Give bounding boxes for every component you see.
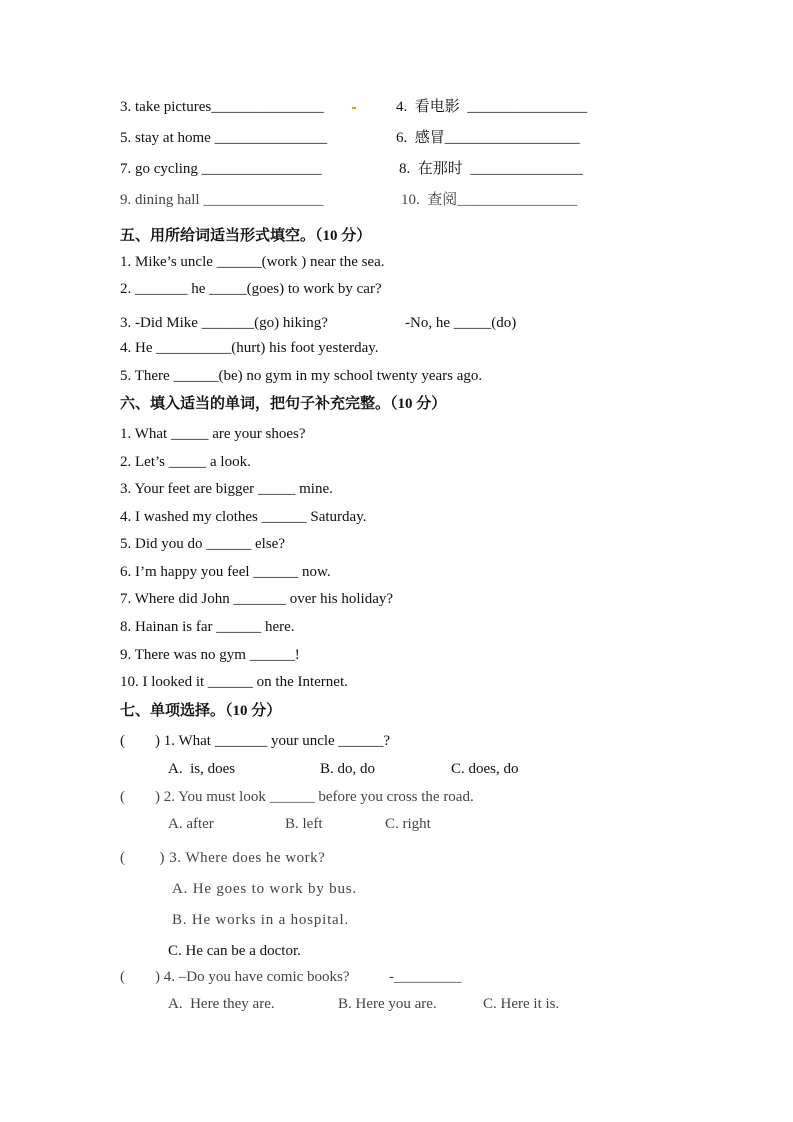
sec6-item: 5. Did you do ______ else? [120,536,285,552]
option: B. do, do [320,761,376,777]
option: B. He works in a hospital. [172,912,350,928]
section-5-title: 五、用所给词适当形式填空。（10 分） [120,228,372,244]
option: B. left [285,816,323,832]
sec6-item: 10. I looked it ______ on the Internet. [120,674,348,690]
vocab-item: 3. take pictures_______________ [120,99,324,115]
option: A. is, does [168,761,236,777]
option: A. after [168,816,214,832]
stray-mark [352,107,356,109]
vocab-item: 10. 查阅________________ [401,192,578,208]
sec6-item: 3. Your feet are bigger _____ mine. [120,481,333,497]
answer-blank: -_________ [389,969,462,985]
vocab-item: 4. 看电影 ________________ [396,99,588,115]
sec5-item: -No, he _____(do) [405,315,517,331]
vocab-item: 8. 在那时 _______________ [399,161,583,177]
option: B. Here you are. [338,996,437,1012]
option: A. Here they are. [168,996,275,1012]
question-stem: ( ) 3. Where does he work? [120,850,326,866]
sec6-item: 6. I’m happy you feel ______ now. [120,564,331,580]
sec6-item: 2. Let’s _____ a look. [120,454,251,470]
sec5-item: 1. Mike’s uncle ______(work ) near the sea. [120,254,385,270]
option: C. He can be a doctor. [168,943,301,959]
vocab-item: 9. dining hall ________________ [120,192,324,208]
sec5-item: 4. He __________(hurt) his foot yesterday. [120,340,379,356]
option: A. He goes to work by bus. [172,881,357,897]
vocab-item: 5. stay at home _______________ [120,130,328,146]
sec6-item: 9. There was no gym ______! [120,647,300,663]
option: C. right [385,816,431,832]
question-stem: ( ) 4. –Do you have comic books? [120,969,350,985]
sec5-item: 5. There ______(be) no gym in my school twenty years ago. [120,368,483,384]
question-stem: ( ) 2. You must look ______ before you cross the road. [120,789,474,805]
question-stem: ( ) 1. What _______ your uncle ______? [120,733,391,749]
sec6-item: 4. I washed my clothes ______ Saturday. [120,509,367,525]
vocab-item: 6. 感冒__________________ [396,130,580,146]
sec6-item: 1. What _____ are your shoes? [120,426,306,442]
sec6-item: 7. Where did John _______ over his holiday? [120,591,394,607]
section-7-title: 七、单项选择。（10 分） [120,703,282,719]
option: C. Here it is. [483,996,560,1012]
sec5-item: 2. _______ he _____(goes) to work by car? [120,281,382,297]
sec6-item: 8. Hainan is far ______ here. [120,619,295,635]
sec5-item: 3. -Did Mike _______(go) hiking? [120,315,328,331]
vocab-item: 7. go cycling ________________ [120,161,322,177]
section-6-title: 六、填入适当的单词，把句子补充完整。（10 分） [120,396,447,412]
option: C. does, do [451,761,519,777]
